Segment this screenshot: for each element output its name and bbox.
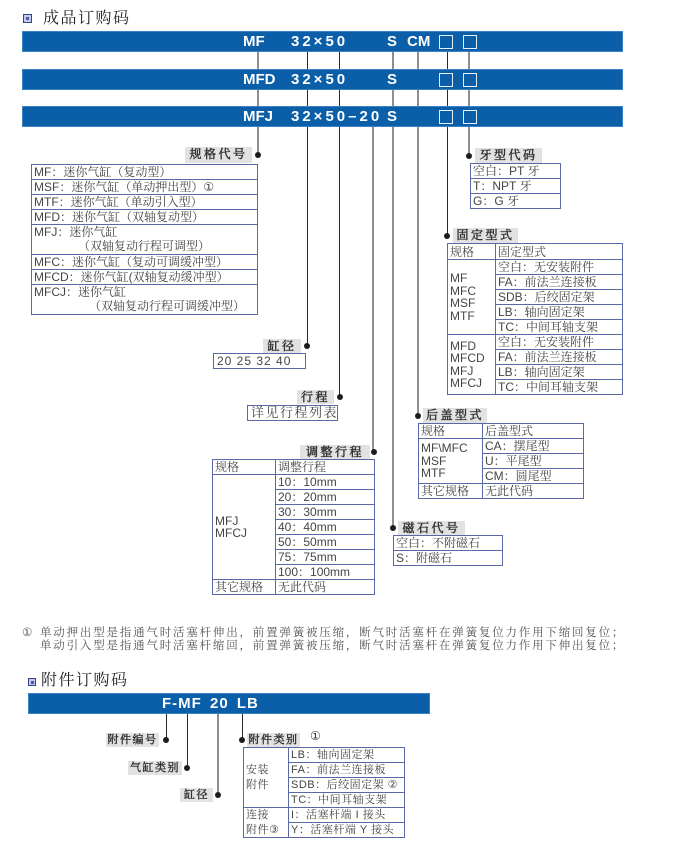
code-model: MFD (243, 71, 276, 88)
footnote-line: 单动押出型是指通气时活塞杆伸出，前置弹簧被压缩，断气时活塞杆在弹簧复位力作用下缩回复位； (40, 627, 626, 639)
accessory-code-bar (28, 693, 430, 714)
table-header-cell: 规格 (419, 424, 483, 439)
table-header-cell: 规格 (448, 244, 496, 260)
table-row (32, 210, 258, 225)
code-model: MFJ (243, 108, 273, 125)
table-cell: FA：前法兰连接板 (496, 275, 623, 290)
cell-line: 安装 (246, 763, 269, 776)
code-size: 32×50 (291, 33, 349, 50)
code-size: 32×50 (291, 71, 349, 88)
cell-line: MSF (421, 453, 447, 468)
table-cell: LB：轴向固定架 (496, 365, 623, 380)
connector-dot (239, 737, 245, 743)
table-row (213, 475, 375, 490)
spec-group-cell (213, 475, 276, 580)
table-cell: T：NPT 牙 (471, 179, 561, 194)
table-cell (32, 285, 258, 315)
order-code-bar-mfj (22, 106, 623, 127)
table-cell: 50：50mm (276, 535, 375, 550)
table-cell: 空白：不附磁石 (394, 536, 503, 551)
table-row (394, 551, 503, 566)
cell-line: MTF (421, 466, 446, 481)
table-cell: 20：20mm (276, 490, 375, 505)
cell-line: MFD (450, 338, 476, 353)
table-header-cell: 调整行程 (276, 460, 375, 475)
category-group-cell (244, 808, 289, 838)
table-cell: TC：中间耳轴支架 (496, 320, 623, 335)
table-row (394, 536, 503, 551)
spec-group-cell (419, 439, 483, 484)
connector-line-cylinder-type (187, 714, 188, 768)
order-code-bar-mf (22, 31, 623, 52)
cell-line: 附件③ (246, 824, 280, 836)
connector-dot (215, 792, 221, 798)
cell-line: MF\MFC (421, 441, 468, 456)
table-row (244, 808, 405, 823)
cell-line: （双轴复动行程可调型） (78, 239, 211, 253)
spec-code-table (31, 164, 258, 315)
section-title-product: 成品订购码 (43, 10, 131, 27)
table-cell: 空白：PT 牙 (471, 164, 561, 179)
table-cell: TC：中间耳轴支架 (496, 380, 623, 395)
cell-line: MFCD (450, 351, 485, 365)
table-row (32, 285, 258, 315)
table-cell: G：G 牙 (471, 194, 561, 209)
connector-dot (415, 413, 421, 419)
table-row (32, 255, 258, 270)
connector-dot (337, 394, 343, 400)
table-cell: 10：10mm (276, 475, 375, 490)
code-model: MF (243, 33, 265, 50)
table-cell: U：平尾型 (483, 454, 584, 469)
table-row (32, 270, 258, 285)
footnote-marker: ① (22, 627, 35, 639)
label-thread-code: 牙型代码 (475, 148, 542, 163)
table-cell: MSF：迷你气缸（单动押出型）① (32, 180, 258, 195)
table-row (471, 164, 561, 179)
table-cell: LB：轴向固定架 (289, 748, 405, 763)
table-cell: 75：75mm (276, 550, 375, 565)
connector-dot (163, 737, 169, 743)
table-row (419, 484, 584, 499)
accessory-type-table (243, 747, 405, 838)
order-code-bar-mfd (22, 69, 623, 90)
label-accessory-no: 附件编号 (107, 734, 158, 746)
table-row (32, 225, 258, 255)
thread-code-table (470, 163, 561, 209)
section-bullet-icon (23, 14, 32, 23)
cell-line: MF (450, 271, 468, 285)
mounting-type-table (447, 243, 623, 395)
section-bullet-icon (28, 678, 36, 686)
table-cell: 其它规格 (419, 484, 483, 499)
table-cell: 无此代码 (276, 580, 375, 595)
table-header-cell: 固定型式 (496, 244, 623, 260)
table-row (471, 179, 561, 194)
table-cell: MFCD：迷你气缸(双轴复动缓冲型） (32, 270, 258, 285)
table-header-row (419, 424, 584, 439)
code-magnet: S (387, 108, 398, 125)
connector-line-stroke (339, 52, 340, 397)
stroke-value: 详见行程列表 (247, 405, 338, 421)
label-accessory-type: 附件类别 (248, 734, 299, 746)
cell-line: MFC (450, 283, 476, 298)
spec-group-cell (448, 335, 496, 395)
table-header-cell: 后盖型式 (483, 424, 584, 439)
cell-line: MFJ：迷你气缸 (34, 225, 118, 239)
table-header-row (448, 244, 623, 260)
code-magnet: S (387, 71, 398, 88)
table-cell: MFD：迷你气缸（双轴复动型） (32, 210, 258, 225)
table-cell: 空白：无安装附件 (496, 260, 623, 275)
bore-values: 20 25 32 40 (213, 353, 306, 369)
table-cell: MF：迷你气缸（复动型） (32, 165, 258, 180)
table-cell: 100：100mm (276, 565, 375, 580)
table-row (32, 165, 258, 180)
connector-dot (466, 153, 472, 159)
table-cell: 30：30mm (276, 505, 375, 520)
label-bore: 缸径 (263, 339, 301, 353)
connector-dot (304, 343, 310, 349)
cell-line: MTF (450, 308, 475, 323)
note-marker: ① (310, 729, 321, 743)
cell-line: 连接 (246, 809, 269, 821)
label-magnet-code: 磁石代号 (398, 521, 465, 535)
connector-line-accessory-bore (217, 714, 219, 795)
label-mounting-type: 固定型式 (453, 228, 518, 243)
table-cell: SDB：后绞固定架 (496, 290, 623, 305)
section-title-accessory: 附件订购码 (41, 672, 129, 689)
table-cell: 空白：无安装附件 (496, 335, 623, 350)
table-header-cell: 规格 (213, 460, 276, 475)
footnote-line: 单动引入型是指通气时活塞杆缩回，前置弹簧被压缩，断气时活塞杆在弹簧复位力作用下伸出复位； (40, 640, 626, 652)
adjust-stroke-table (212, 459, 375, 595)
table-row (448, 335, 623, 350)
code-placeholder-box (463, 73, 477, 87)
table-row (32, 180, 258, 195)
table-cell: FA：前法兰连接板 (496, 350, 623, 365)
cell-line: MFCJ：迷你气缸 (34, 285, 126, 299)
table-cell: MFC：迷你气缸（复动可调缓冲型） (32, 255, 258, 270)
table-cell (32, 225, 258, 255)
table-header-row (213, 460, 375, 475)
connector-line-adjust-stroke (372, 127, 374, 452)
table-row (32, 195, 258, 210)
cell-line: 附件 (246, 778, 269, 791)
cell-line: MSF (450, 296, 476, 310)
table-cell: I：活塞杆端 I 接头 (289, 808, 405, 823)
cell-line: （双轴复动行程可调缓冲型） (89, 299, 246, 313)
table-row (471, 194, 561, 209)
cell-line: MFCJ (450, 376, 482, 390)
code-magnet: S (387, 33, 398, 50)
cell-line: MFJ (215, 513, 239, 528)
table-cell: TC：中间耳轴支架 (289, 793, 405, 808)
table-row (213, 580, 375, 595)
table-cell: Y：活塞杆端 Y 接头 (289, 823, 405, 838)
table-cell: CM：圆尾型 (483, 469, 584, 484)
cell-line: MFJ (450, 363, 474, 378)
category-group-cell (244, 748, 289, 808)
table-cell: 其它规格 (213, 580, 276, 595)
table-row (244, 748, 405, 763)
code-size: 32×50–20 (291, 108, 383, 125)
accessory-code: F-MF 20 LB (162, 695, 259, 712)
table-cell: MTF：迷你气缸（单动引入型） (32, 195, 258, 210)
table-cell: LB：轴向固定架 (496, 305, 623, 320)
table-cell: FA：前法兰连接板 (289, 763, 405, 778)
table-cell: CA：摆尾型 (483, 439, 584, 454)
label-accessory-bore: 缸径 (180, 788, 213, 802)
table-row (419, 439, 584, 454)
connector-line-thread (468, 52, 470, 156)
code-placeholder-box (463, 35, 477, 49)
label-adjust-stroke: 调整行程 (300, 445, 370, 459)
label-stroke: 行程 (297, 390, 334, 404)
rear-cover-table (418, 423, 584, 499)
code-placeholder-box (439, 73, 453, 87)
connector-dot (255, 152, 261, 158)
table-cell: S：附磁石 (394, 551, 503, 566)
label-rear-cover: 后盖型式 (423, 408, 487, 423)
label-cylinder-type: 气缸类别 (130, 762, 180, 774)
connector-dot (390, 525, 396, 531)
connector-dot (371, 449, 377, 455)
connector-line-spec (257, 52, 259, 155)
code-placeholder-box (439, 110, 453, 124)
connector-line-bore (307, 52, 308, 346)
cell-line: MFCJ (215, 526, 247, 540)
table-cell: 无此代码 (483, 484, 584, 499)
code-placeholder-box (463, 110, 477, 124)
connector-dot (444, 233, 450, 239)
table-cell: SDB：后绞固定架 ② (289, 778, 405, 793)
connector-dot (184, 765, 190, 771)
code-placeholder-box (439, 35, 453, 49)
table-row (448, 260, 623, 275)
table-cell: 40：40mm (276, 520, 375, 535)
spec-group-cell (448, 260, 496, 335)
code-rear-cover: CM (407, 33, 431, 50)
label-spec-code: 规格代号 (185, 147, 252, 163)
magnet-code-table (393, 535, 503, 566)
